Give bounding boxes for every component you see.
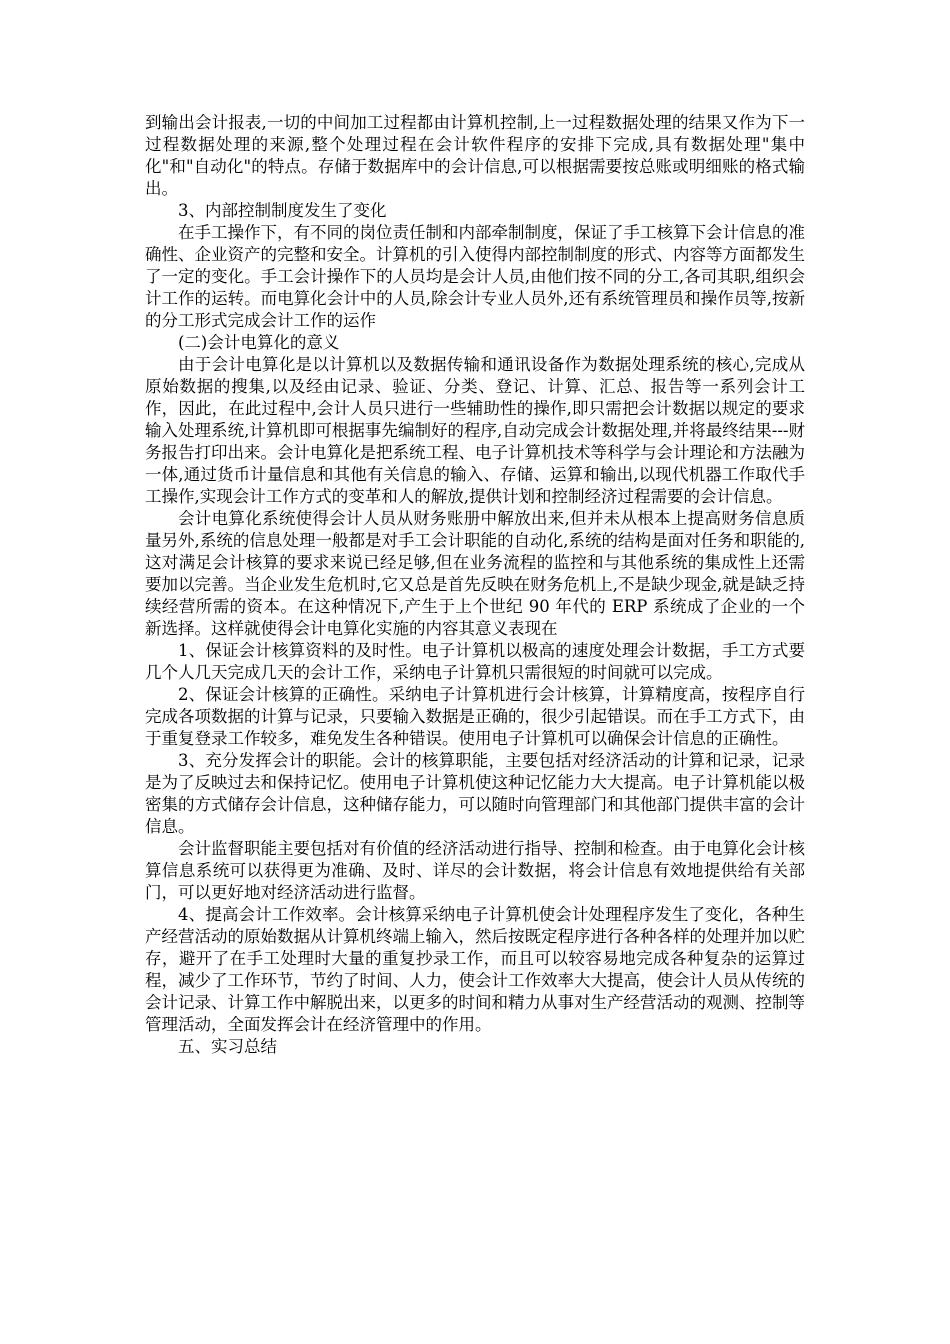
heading-significance: (二)会计电算化的意义 [178, 333, 340, 352]
paragraph-output-reports: 到输出会计报表,一切的中间加工过程都由计算机控制,上一过程数据处理的结果又作为下一过程数据处理的来源,整个处理过程在会计软件程序的安排下完成,具有数据处理"集中化"和"自动化"的特点。存储于数据库中的会计信息,可以根据需要按总账或明细账的格式输出。 [145, 113, 805, 198]
paragraph-efficiency: 4、提高会计工作效率。会计核算采纳电子计算机使会计处理程序发生了变化，各种生产经营活动的原始数据从计算机终端上输入，然后按既定程序进行各种各样的处理并加以贮存，避开了在手工处理时大量的重复抄录工作，而且可以较容易地完成各种复杂的运算过程，减少了工作环节，节约了时间、人力，使会计工作效率大大提高，使会计人员从传统的会计记录、计算工作中解脱出来，以更多的时间和精力从事对生产经营活动的观测、控制等管理活动，全面发挥会计在经济管理中的作用。 [145, 905, 805, 1034]
paragraph-erp-selection: 会计电算化系统使得会计人员从财务账册中解放出来,但并未从根本上提高财务信息质量另外,系统的信息处理一般都是对手工会计职能的自动化,系统的结构是面对任务和职能的,这对满足会计核算的要求来说已经足够,但在业务流程的监控和与其他系统的集成性上还需要加以完善。当企业发生危机时,它又总是首先反映在财务危机上,不是缺少现金,就是缺乏持续经营所需的资本。在这种情况下,产生于上个世纪 90 年代的 ERP 系统成了企业的一个新选择。这样就使得会计电算化实施的内容其意义表现在 [145, 509, 805, 638]
paragraph-functions: 3、充分发挥会计的职能。会计的核算职能，主要包括对经济活动的计算和记录，记录是为了反映过去和保持记忆。使用电子计算机使这种记忆能力大大提高。电子计算机能以极密集的方式储存会计信息，这种储存能力，可以随时向管理部门和其他部门提供丰富的会计信息。 [145, 751, 805, 836]
paragraph-timeliness: 1、保证会计核算资料的及时性。电子计算机以极高的速度处理会计数据，手工方式要几个人几天完成几天的会计工作，采纳电子计算机只需很短的时间就可以完成。 [145, 641, 805, 682]
paragraph-significance-core: 由于会计电算化是以计算机以及数据传输和通讯设备作为数据处理系统的核心,完成从原始数据的搜集,以及经由记录、验证、分类、登记、计算、汇总、报告等一系列会计工作，因此，在此过程中,会计人员只进行一些辅助性的操作,即只需把会计数据以规定的要求输入处理系统,计算机即可根据事先编制好的程序,自动完成会计数据处理,并将最终结果---财务报告打印出来。会计电算化是把系统工程、电子计算机技术等科学与会计理论和方法融为一体,通过货币计量信息和其他有关信息的输入、存储、运算和输出,以现代机器工作取代手工操作,实现会计工作方式的变革和人的解放,提供计划和控制经济过程需要的会计信息。 [145, 355, 805, 506]
document-body [145, 112, 805, 1058]
heading-internship-summary: 五、实习总结 [178, 1037, 277, 1056]
paragraph-internal-control: 在手工操作下，有不同的岗位责任制和内部牵制制度，保证了手工核算下会计信息的准确性、企业资产的完整和安全。计算机的引入使得内部控制制度的形式、内容等方面都发生了一定的变化。手工会计操作下的人员均是会计人员,由他们按不同的分工,各司其职,组织会计工作的运转。而电算化会计中的人员,除会计专业人员外,还有系统管理员和操作员等,按新的分工形式完成会计工作的运作 [145, 223, 805, 330]
paragraph-correctness: 2、保证会计核算的正确性。采纳电子计算机进行会计核算，计算精度高，按程序自行完成各项数据的计算与记录，只要输入数据是正确的，很少引起错误。而在手工方式下，由于重复登录工作较多，难免发生各种错误。使用电子计算机可以确保会计信息的正确性。 [145, 685, 805, 748]
paragraph-supervision: 会计监督职能主要包括对有价值的经济活动进行指导、控制和检查。由于电算化会计核算信息系统可以获得更为准确、及时、详尽的会计数据，将会计信息有效地提供给有关部门，可以更好地对经济活动进行监督。 [145, 839, 805, 902]
heading-internal-control-change: 3、内部控制制度发生了变化 [178, 201, 387, 220]
